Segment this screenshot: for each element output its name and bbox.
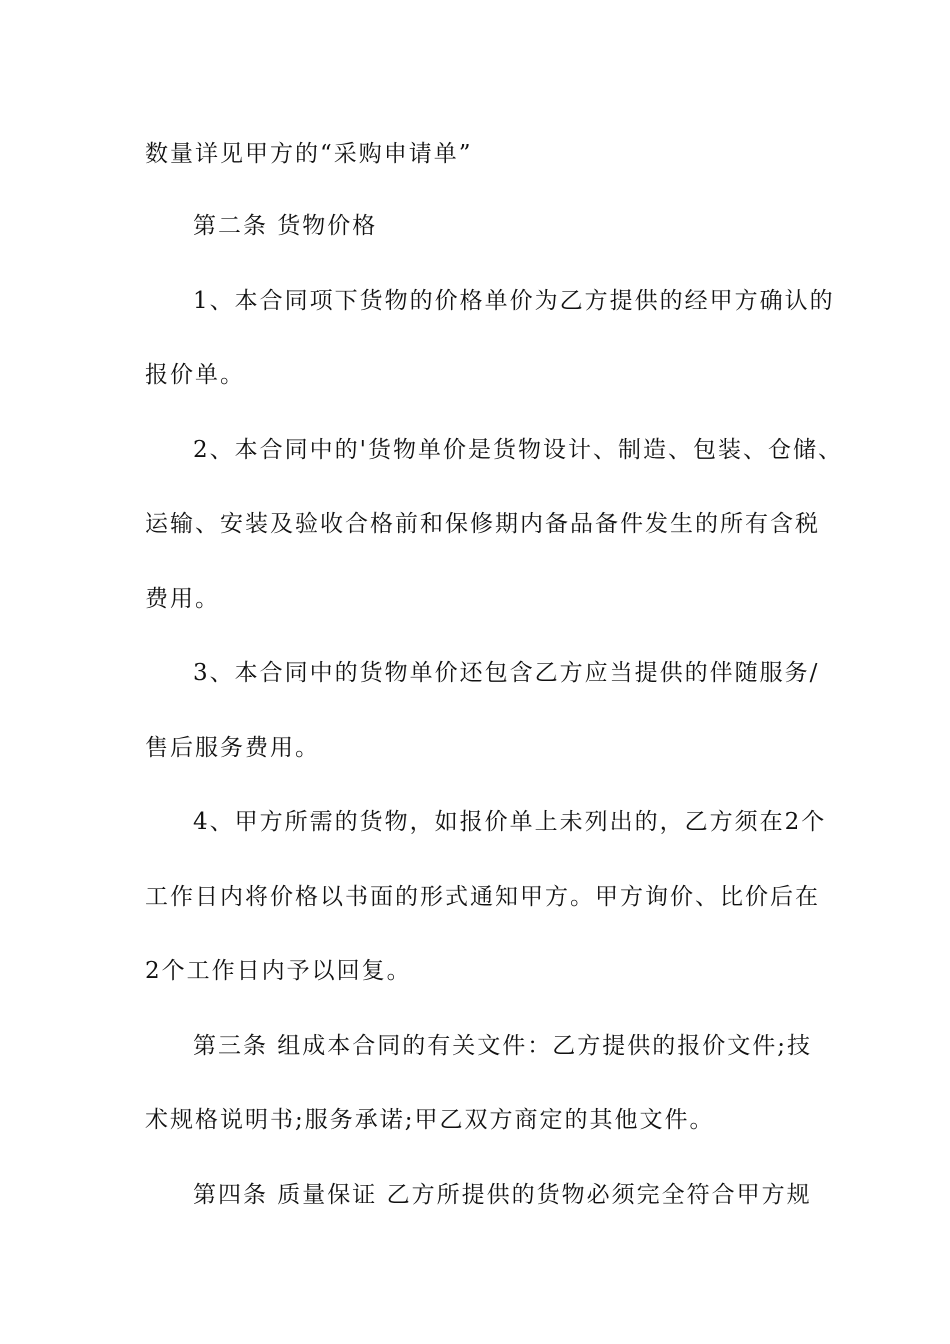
article-4-line-1: 第四条 质量保证 乙方所提供的货物必须完全符合甲方规 bbox=[193, 1182, 812, 1208]
clause-2-3-line-1: 3、本合同中的货物单价还包含乙方应当提供的伴随服务/ bbox=[193, 660, 820, 686]
heading-article-2: 第二条 货物价格 bbox=[193, 213, 378, 239]
article-3-line-2: 术规格说明书;服务承诺;甲乙双方商定的其他文件。 bbox=[145, 1107, 715, 1133]
clause-2-4-line-2: 工作日内将价格以书面的形式通知甲方。甲方询价、比价后在 bbox=[145, 884, 820, 910]
text-line-quantity-note: 数量详见甲方的“采购申请单” bbox=[145, 141, 473, 167]
article-3-line-1: 第三条 组成本合同的有关文件：乙方提供的报价文件;技 bbox=[193, 1033, 813, 1059]
clause-2-4-line-1: 4、甲方所需的货物，如报价单上未列出的，乙方须在2个 bbox=[193, 809, 827, 835]
clause-2-1-line-1: 1、本合同项下货物的价格单价为乙方提供的经甲方确认的 bbox=[193, 288, 835, 314]
clause-2-4-line-3: 2个工作日内予以回复。 bbox=[145, 958, 412, 984]
clause-2-2-line-2: 运输、安装及验收合格前和保修期内备品备件发生的所有含税 bbox=[145, 511, 820, 537]
clause-2-2-line-3: 费用。 bbox=[145, 586, 220, 612]
clause-2-3-line-2: 售后服务费用。 bbox=[145, 735, 320, 761]
clause-2-2-line-1: 2、本合同中的'货物单价是货物设计、制造、包装、仓储、 bbox=[193, 437, 843, 463]
clause-2-1-line-2: 报价单。 bbox=[145, 362, 245, 388]
